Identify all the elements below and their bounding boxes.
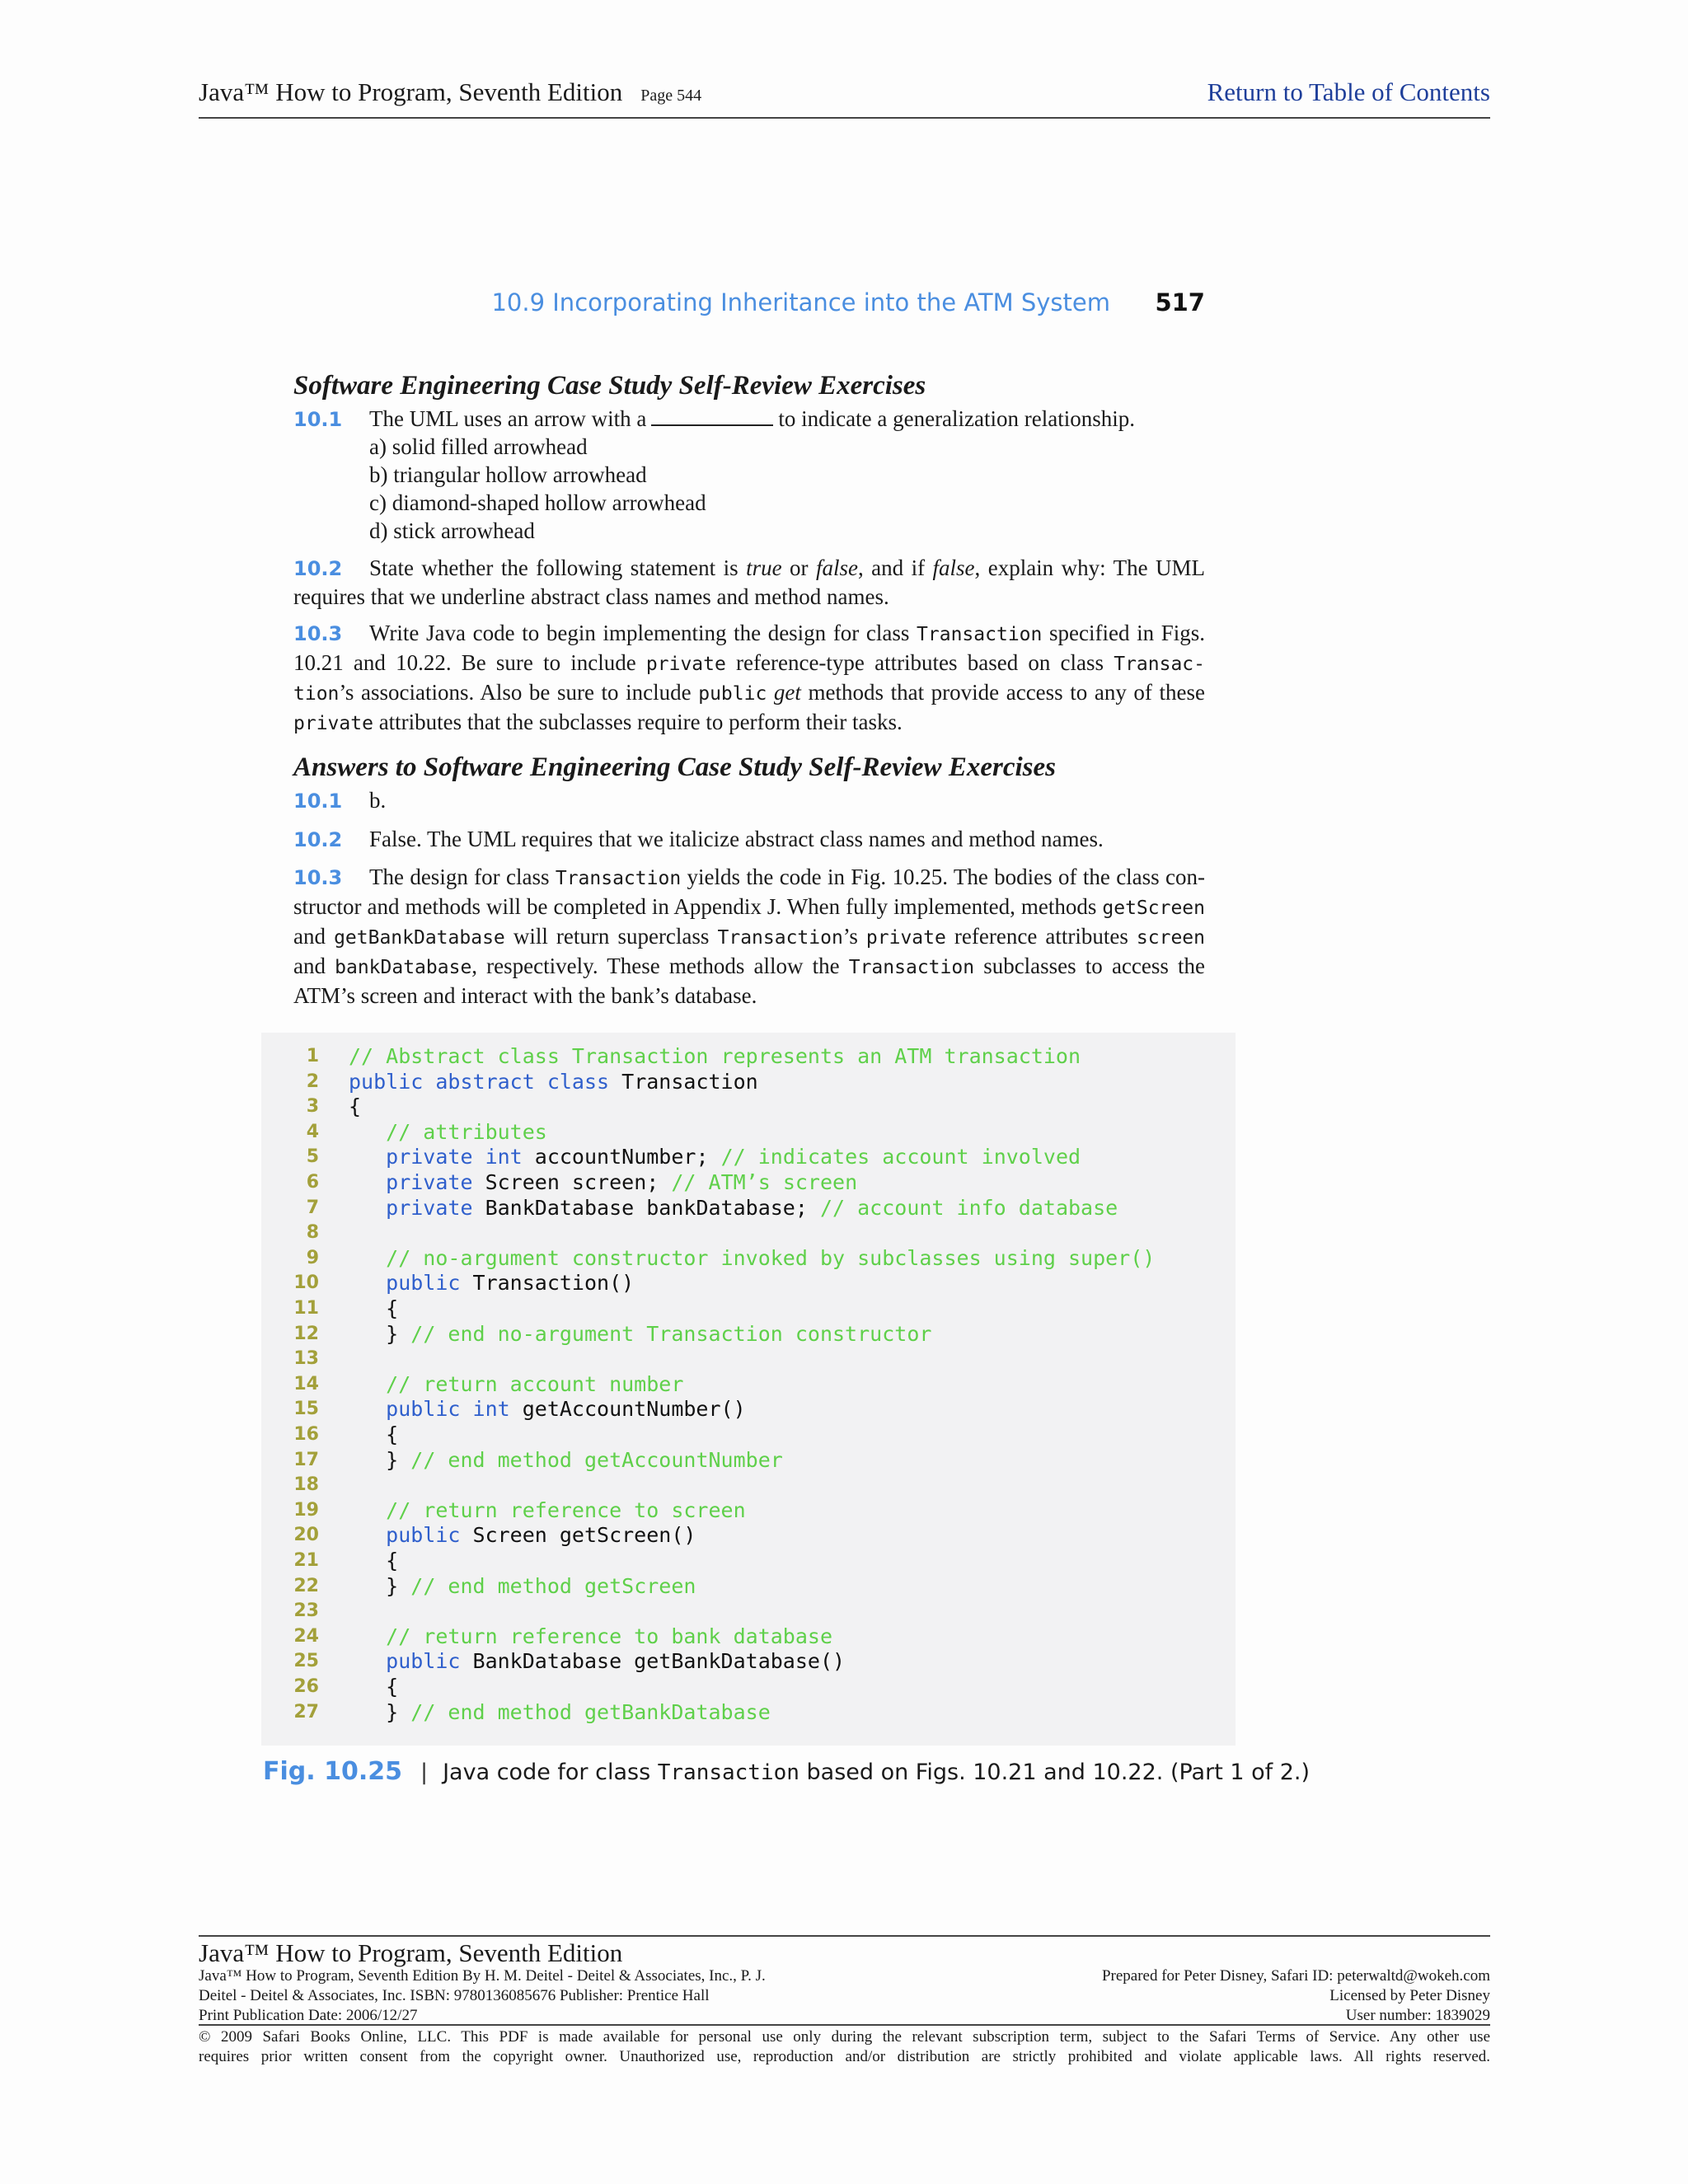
code-text xyxy=(349,1094,361,1120)
code-text xyxy=(349,1070,758,1095)
code-comment: // Abstract class Transaction represents an ATM transaction xyxy=(349,1044,1081,1068)
code-listing xyxy=(261,1033,1236,1746)
running-head-section: 10.9 Incorporating Inheritance into the ATM System xyxy=(491,288,1110,316)
code-term: private xyxy=(293,713,373,734)
answer-text: reference attributes xyxy=(945,924,1137,949)
footer-right-line-3: User number: 1839029 xyxy=(1345,2007,1490,2024)
answer-10-3 xyxy=(293,863,1205,1010)
code-plain: { xyxy=(349,1296,399,1320)
exercise-text: methods that provide access to any of these xyxy=(800,680,1205,705)
code-term: getScreen xyxy=(1102,898,1205,919)
code-comment: // attributes xyxy=(349,1119,547,1144)
line-number: 27 xyxy=(293,1701,319,1722)
page-header xyxy=(199,76,1490,119)
code-text xyxy=(349,1523,696,1549)
exercise-10-2 xyxy=(293,554,1205,611)
line-number: 5 xyxy=(306,1146,319,1168)
code-plain: } xyxy=(349,1573,411,1598)
caption-text: Java code for class xyxy=(443,1760,658,1785)
caption-separator: | xyxy=(420,1760,429,1785)
line-number: 24 xyxy=(293,1625,319,1647)
code-text xyxy=(349,1574,696,1600)
header-book-title-text: Java™ How to Program, Seventh Edition xyxy=(199,77,623,106)
line-number: 16 xyxy=(293,1424,319,1445)
code-plain: { xyxy=(349,1675,399,1699)
exercise-number: 10.2 xyxy=(293,557,343,580)
footer-right-line-1: Prepared for Peter Disney, Safari ID: peterwaltd@wokeh.com xyxy=(1101,1967,1490,1985)
line-number: 20 xyxy=(293,1525,319,1546)
code-text xyxy=(349,1448,783,1474)
line-number: 2 xyxy=(306,1071,319,1092)
emphasis-false: false xyxy=(815,555,858,580)
code-comment: // return reference to bank database xyxy=(349,1624,832,1648)
code-text xyxy=(349,1296,398,1322)
exercise-text: , and if xyxy=(857,555,933,580)
line-number: 11 xyxy=(293,1298,319,1319)
line-number: 22 xyxy=(293,1575,319,1596)
code-text xyxy=(349,1170,857,1196)
code-plain: BankDatabase bankDatabase; xyxy=(485,1195,820,1220)
code-term: private xyxy=(645,654,726,675)
code-keyword: public xyxy=(349,1649,473,1674)
exercise-number: 10.3 xyxy=(293,622,343,645)
code-text xyxy=(349,1196,1118,1221)
code-comment: // ATM’s screen xyxy=(671,1170,858,1194)
answer-text: False. The UML requires that we italicize abstract class names and method names. xyxy=(369,827,1104,851)
code-comment: // end method getBankDatabase xyxy=(410,1699,771,1724)
code-term: private xyxy=(865,927,946,949)
code-text xyxy=(349,1271,634,1296)
exercise-number: 10.1 xyxy=(293,408,343,431)
code-text xyxy=(349,1422,398,1448)
emphasis-get: get xyxy=(773,680,801,705)
code-plain: } xyxy=(349,1699,411,1724)
line-number: 25 xyxy=(293,1651,319,1672)
code-plain: { xyxy=(349,1422,399,1446)
footer-left-line-2: Deitel - Deitel & Associates, Inc. ISBN: 9780136085676 Publisher: Prentice Hall xyxy=(199,1987,710,2004)
code-text xyxy=(349,1246,1155,1272)
answer-text: yields the code in Fig. 10.25. The bodies of the class con-structor and methods will be completed in Appendix J. When fully implemented, methods xyxy=(293,865,1206,919)
code-comment: // no-argument constructor invoked by subclasses using super() xyxy=(349,1245,1156,1270)
exercise-10-3 xyxy=(293,619,1205,738)
line-number: 23 xyxy=(293,1601,319,1622)
exercise-text: , explain why: The UML requires that we underline abstract class names and method names. xyxy=(293,555,1205,609)
line-number: 13 xyxy=(293,1348,319,1370)
code-keyword: public xyxy=(349,1271,473,1296)
line-number: 3 xyxy=(306,1096,319,1118)
code-plain: } xyxy=(349,1447,411,1472)
exercise-10-1 xyxy=(293,405,1205,434)
emphasis-true: true xyxy=(746,555,782,580)
code-text xyxy=(349,1145,1081,1170)
code-plain: Screen screen; xyxy=(485,1170,672,1194)
code-plain: Transaction xyxy=(621,1069,758,1094)
code-plain: Screen getScreen() xyxy=(472,1523,696,1548)
code-comment: // end method getScreen xyxy=(410,1573,696,1598)
line-number: 8 xyxy=(306,1222,319,1244)
code-comment: // end no-argument Transaction constructor xyxy=(410,1321,932,1346)
line-number: 10 xyxy=(293,1272,319,1294)
code-text xyxy=(349,1549,398,1574)
fill-in-blank xyxy=(651,406,773,426)
exercises-heading: Software Engineering Case Study Self-Review Exercises xyxy=(293,371,926,401)
code-comment: // account info database xyxy=(819,1195,1118,1220)
code-text xyxy=(349,1498,746,1524)
code-text xyxy=(349,1675,398,1700)
exercise-text xyxy=(767,680,774,705)
option-c: c) diamond-shaped hollow arrowhead xyxy=(369,490,706,515)
code-comment: // indicates account involved xyxy=(720,1145,1081,1169)
code-term: bankDatabase xyxy=(335,957,472,978)
code-term: getBankDatabase xyxy=(334,927,505,949)
code-text xyxy=(349,1322,931,1347)
answer-number: 10.1 xyxy=(293,790,343,813)
code-text xyxy=(349,1372,683,1398)
code-keyword: private xyxy=(349,1195,485,1220)
answer-10-2 xyxy=(293,825,1205,854)
figure-caption xyxy=(263,1757,1310,1786)
footer-left-line-1: Java™ How to Program, Seventh Edition By H. M. Deitel - Deitel & Associates, Inc., P. J. xyxy=(199,1967,766,1985)
return-to-toc-link[interactable]: Return to Table of Contents xyxy=(1207,77,1490,106)
code-plain: { xyxy=(349,1094,362,1119)
code-plain: BankDatabase getBankDatabase() xyxy=(472,1649,846,1674)
exercise-text: ’s associations. Also be sure to include xyxy=(339,680,699,705)
exercise-text: Write Java code to begin implementing the design for class xyxy=(369,621,917,645)
line-number: 14 xyxy=(293,1373,319,1394)
footer-right-line-2: Licensed by Peter Disney xyxy=(1329,1987,1490,2004)
running-head xyxy=(247,288,1205,321)
answer-text: b. xyxy=(369,788,387,813)
answer-10-1 xyxy=(293,786,1205,815)
line-number: 9 xyxy=(306,1247,319,1268)
exercise-text: The UML uses an arrow with a xyxy=(369,406,647,431)
code-text xyxy=(349,1700,771,1726)
answer-text: and xyxy=(293,924,335,949)
exercise-text: or xyxy=(781,555,816,580)
line-number: 26 xyxy=(293,1676,319,1697)
emphasis-false: false xyxy=(932,555,975,580)
answer-number: 10.3 xyxy=(293,866,343,889)
line-number: 21 xyxy=(293,1550,319,1571)
answer-number: 10.2 xyxy=(293,828,343,851)
code-comment: // return account number xyxy=(349,1371,684,1396)
answer-text: and xyxy=(293,954,335,978)
line-number: 7 xyxy=(306,1197,319,1218)
code-text xyxy=(349,1624,832,1650)
code-plain: Transaction() xyxy=(472,1271,635,1296)
option-b: b) triangular hollow arrowhead xyxy=(369,462,647,487)
exercise-text: reference-type attributes based on class xyxy=(725,650,1114,675)
code-plain: getAccountNumber() xyxy=(522,1397,746,1422)
footer-book-title: Java™ How to Program, Seventh Edition xyxy=(199,1938,623,1967)
line-number: 17 xyxy=(293,1449,319,1470)
exercise-text: attributes that the subclasses require to perform their tasks. xyxy=(373,710,903,734)
code-keyword: private int xyxy=(349,1145,535,1169)
code-keyword: private xyxy=(349,1170,485,1194)
caption-code-term: Transaction xyxy=(657,1760,799,1785)
answer-text: The design for class xyxy=(369,865,556,889)
answer-text: will return superclass xyxy=(504,924,718,949)
code-comment: // end method getAccountNumber xyxy=(410,1447,783,1472)
code-plain: { xyxy=(349,1549,399,1572)
footer-copyright-line-2: requires prior written consent from the copyright owner. Unauthorized use, reproduction and/or distribution are strictly prohibited and violate applicable laws. All rights reserved. xyxy=(199,2048,1490,2065)
code-term: Transaction xyxy=(555,868,682,889)
figure-label: Fig. 10.25 xyxy=(263,1757,402,1786)
answer-text: subclasses to access the ATM’s screen and interact with the bank’s database. xyxy=(293,954,1206,1008)
line-number: 15 xyxy=(293,1399,319,1420)
line-number: 1 xyxy=(306,1046,319,1066)
code-text xyxy=(349,1649,845,1675)
code-keyword: public int xyxy=(349,1397,523,1422)
exercise-text: specified in Figs. 10.21 and 10.22. Be sure to include xyxy=(293,621,1205,675)
footer-copyright-line-1: © 2009 Safari Books Online, LLC. This PDF is made available for personal use only during the relevant subscription term, subject to the Safari Terms of Service. Any other use xyxy=(199,2028,1490,2046)
answer-text: , respectively. These methods allow the xyxy=(471,954,849,978)
footer-left-line-3: Print Publication Date: 2006/12/27 xyxy=(199,2007,418,2024)
code-text xyxy=(349,1120,547,1146)
code-text xyxy=(349,1044,1081,1070)
exercise-text: State whether the following statement is xyxy=(369,555,747,580)
header-page-label: Page 544 xyxy=(640,87,702,105)
code-term: Transaction xyxy=(917,624,1043,645)
code-plain: accountNumber; xyxy=(534,1145,721,1169)
answer-text: ’s xyxy=(842,924,866,949)
line-number: 4 xyxy=(306,1121,319,1142)
running-head-page-number: 517 xyxy=(1155,288,1205,316)
option-a: a) solid filled arrowhead xyxy=(369,434,588,459)
line-number: 6 xyxy=(306,1172,319,1193)
line-number: 12 xyxy=(293,1323,319,1344)
exercise-text: to indicate a generalization relationship. xyxy=(778,406,1135,431)
code-comment: // return reference to screen xyxy=(349,1497,746,1522)
code-term: screen xyxy=(1136,927,1206,949)
option-d: d) stick arrowhead xyxy=(369,518,535,543)
code-plain: } xyxy=(349,1321,411,1346)
code-term: Transaction xyxy=(717,927,843,949)
footer-divider xyxy=(199,2024,1490,2026)
code-text xyxy=(349,1397,746,1422)
header-book-title xyxy=(199,77,701,107)
answers-heading: Answers to Software Engineering Case Study Self-Review Exercises xyxy=(293,752,1056,782)
line-number: 19 xyxy=(293,1499,319,1521)
code-keyword: public xyxy=(349,1523,473,1548)
code-term: Transaction xyxy=(848,957,975,978)
code-keyword: public abstract class xyxy=(349,1069,622,1094)
line-number: 18 xyxy=(293,1474,319,1496)
page-footer xyxy=(199,1935,1490,2069)
code-term: Transac-tion xyxy=(293,654,1205,705)
caption-text: based on Figs. 10.21 and 10.22. (Part 1 of 2.) xyxy=(799,1760,1311,1785)
code-term: public xyxy=(698,683,767,705)
